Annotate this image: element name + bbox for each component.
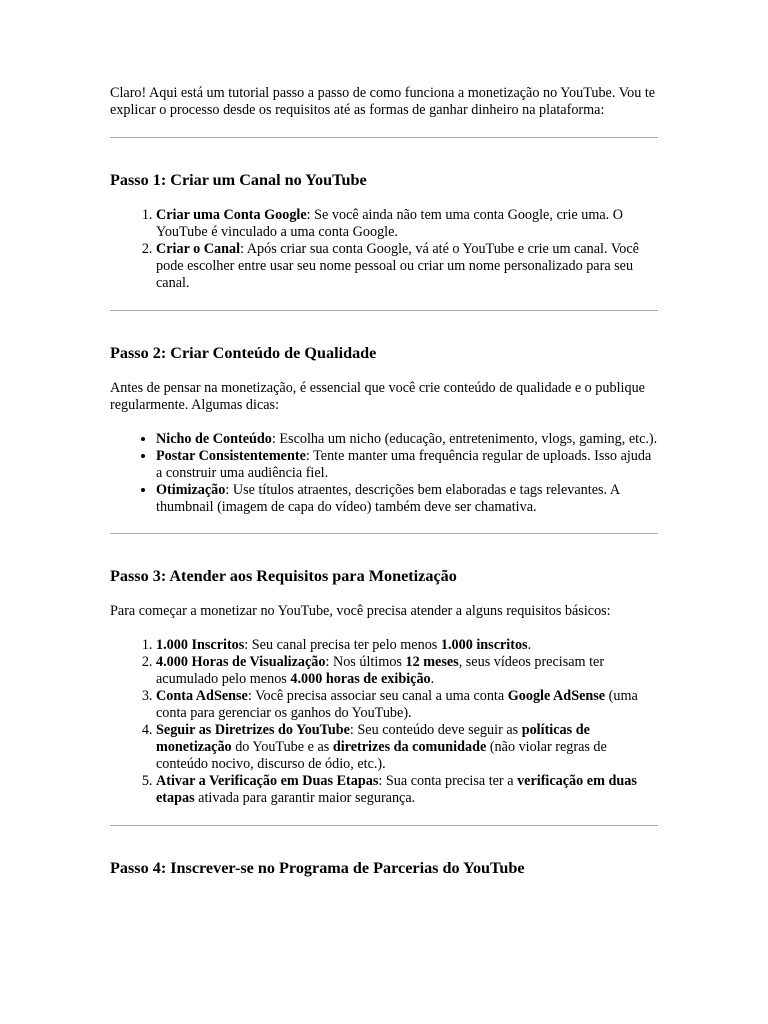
- step2-paragraph: Antes de pensar na monetização, é essencial que você crie conteúdo de qualidade e o publique regularmente. Algumas dicas:: [110, 380, 645, 413]
- item-term: Seguir as Diretrizes do YouTube: [156, 722, 350, 738]
- item-text: : Escolha um nicho (educação, entretenimento, vlogs, gaming, etc.).: [271, 431, 658, 447]
- item-text: (não violar regras de conteúdo nocivo, discurso de ódio, etc.).: [156, 739, 607, 772]
- divider: [110, 825, 658, 826]
- item-text: : Tente manter uma frequência regular de uploads. Isso ajuda a construir uma audiência fiel.: [156, 448, 652, 481]
- list-item: [156, 722, 658, 773]
- item-text: : Seu conteúdo deve seguir as: [349, 722, 522, 738]
- item-term: Ativar a Verificação em Duas Etapas: [156, 773, 379, 789]
- item-text: , seus vídeos precisam ter acumulado pelo menos: [156, 654, 605, 687]
- item-emphasis: 4.000 horas de exibição: [290, 671, 431, 687]
- step1-list: [110, 207, 658, 292]
- item-emphasis: Google AdSense: [507, 688, 606, 704]
- step2-list: [110, 431, 658, 516]
- item-emphasis: diretrizes da comunidade: [332, 739, 487, 755]
- divider: [110, 310, 658, 311]
- item-text: : Se você ainda não tem uma conta Google, crie uma. O YouTube é vinculado a uma conta Google.: [156, 207, 624, 240]
- list-item: [156, 773, 658, 807]
- list-item: [156, 637, 658, 654]
- item-emphasis: 1.000 inscritos: [440, 637, 528, 653]
- item-text: : Nos últimos: [325, 654, 406, 670]
- item-term: Postar Consistentemente: [156, 448, 306, 464]
- step3-paragraph: Para começar a monetizar no YouTube, você precisa atender a alguns requisitos básicos:: [110, 603, 611, 619]
- item-text: .: [430, 671, 435, 687]
- list-item: [156, 207, 658, 241]
- step3-list: [110, 637, 658, 807]
- item-term: 4.000 Horas de Visualização: [156, 654, 326, 670]
- divider: [110, 137, 658, 138]
- item-term: Otimização: [156, 482, 226, 498]
- item-text: : Use títulos atraentes, descrições bem elaboradas e tags relevantes. A thumbnail (imagem de capa do vídeo) também deve ser chamativa.: [156, 482, 620, 515]
- item-text: : Seu canal precisa ter pelo menos: [244, 637, 441, 653]
- list-item: [156, 688, 658, 722]
- divider: [110, 533, 658, 534]
- step4-heading: Passo 4: Inscrever-se no Programa de Parcerias do YouTube: [110, 859, 525, 877]
- item-term: Criar uma Conta Google: [156, 207, 307, 223]
- item-text: do YouTube e as: [231, 739, 333, 755]
- item-term: Conta AdSense: [156, 688, 248, 704]
- item-emphasis: 12 meses: [405, 654, 459, 670]
- document-page: [110, 85, 658, 878]
- list-item: [156, 431, 658, 448]
- item-term: 1.000 Inscritos: [156, 637, 245, 653]
- item-text: (uma conta para gerenciar os ganhos do YouTube).: [156, 688, 638, 721]
- item-text: .: [527, 637, 532, 653]
- list-item: [156, 448, 658, 482]
- list-item: [156, 241, 658, 292]
- item-emphasis: verificação em duas etapas: [156, 773, 637, 806]
- item-text: : Sua conta precisa ter a: [378, 773, 518, 789]
- step2-heading: Passo 2: Criar Conteúdo de Qualidade: [110, 344, 377, 362]
- item-text: ativada para garantir maior segurança.: [194, 790, 416, 806]
- item-text: : Você precisa associar seu canal a uma conta: [247, 688, 508, 704]
- list-item: [156, 654, 658, 688]
- list-item: [156, 482, 658, 516]
- step3-heading: Passo 3: Atender aos Requisitos para Monetização: [110, 567, 457, 585]
- step1-heading: Passo 1: Criar um Canal no YouTube: [110, 171, 367, 189]
- intro-paragraph: Claro! Aqui está um tutorial passo a passo de como funciona a monetização no YouTube. Vou te explicar o processo desde os requisitos até as formas de ganhar dinheiro na plataforma:: [110, 85, 656, 118]
- item-text: : Após criar sua conta Google, vá até o YouTube e crie um canal. Você pode escolher entre usar seu nome pessoal ou criar um nome personalizado para seu canal.: [156, 241, 639, 291]
- item-emphasis: políticas de monetização: [156, 722, 590, 755]
- item-term: Nicho de Conteúdo: [156, 431, 272, 447]
- item-term: Criar o Canal: [156, 241, 241, 257]
